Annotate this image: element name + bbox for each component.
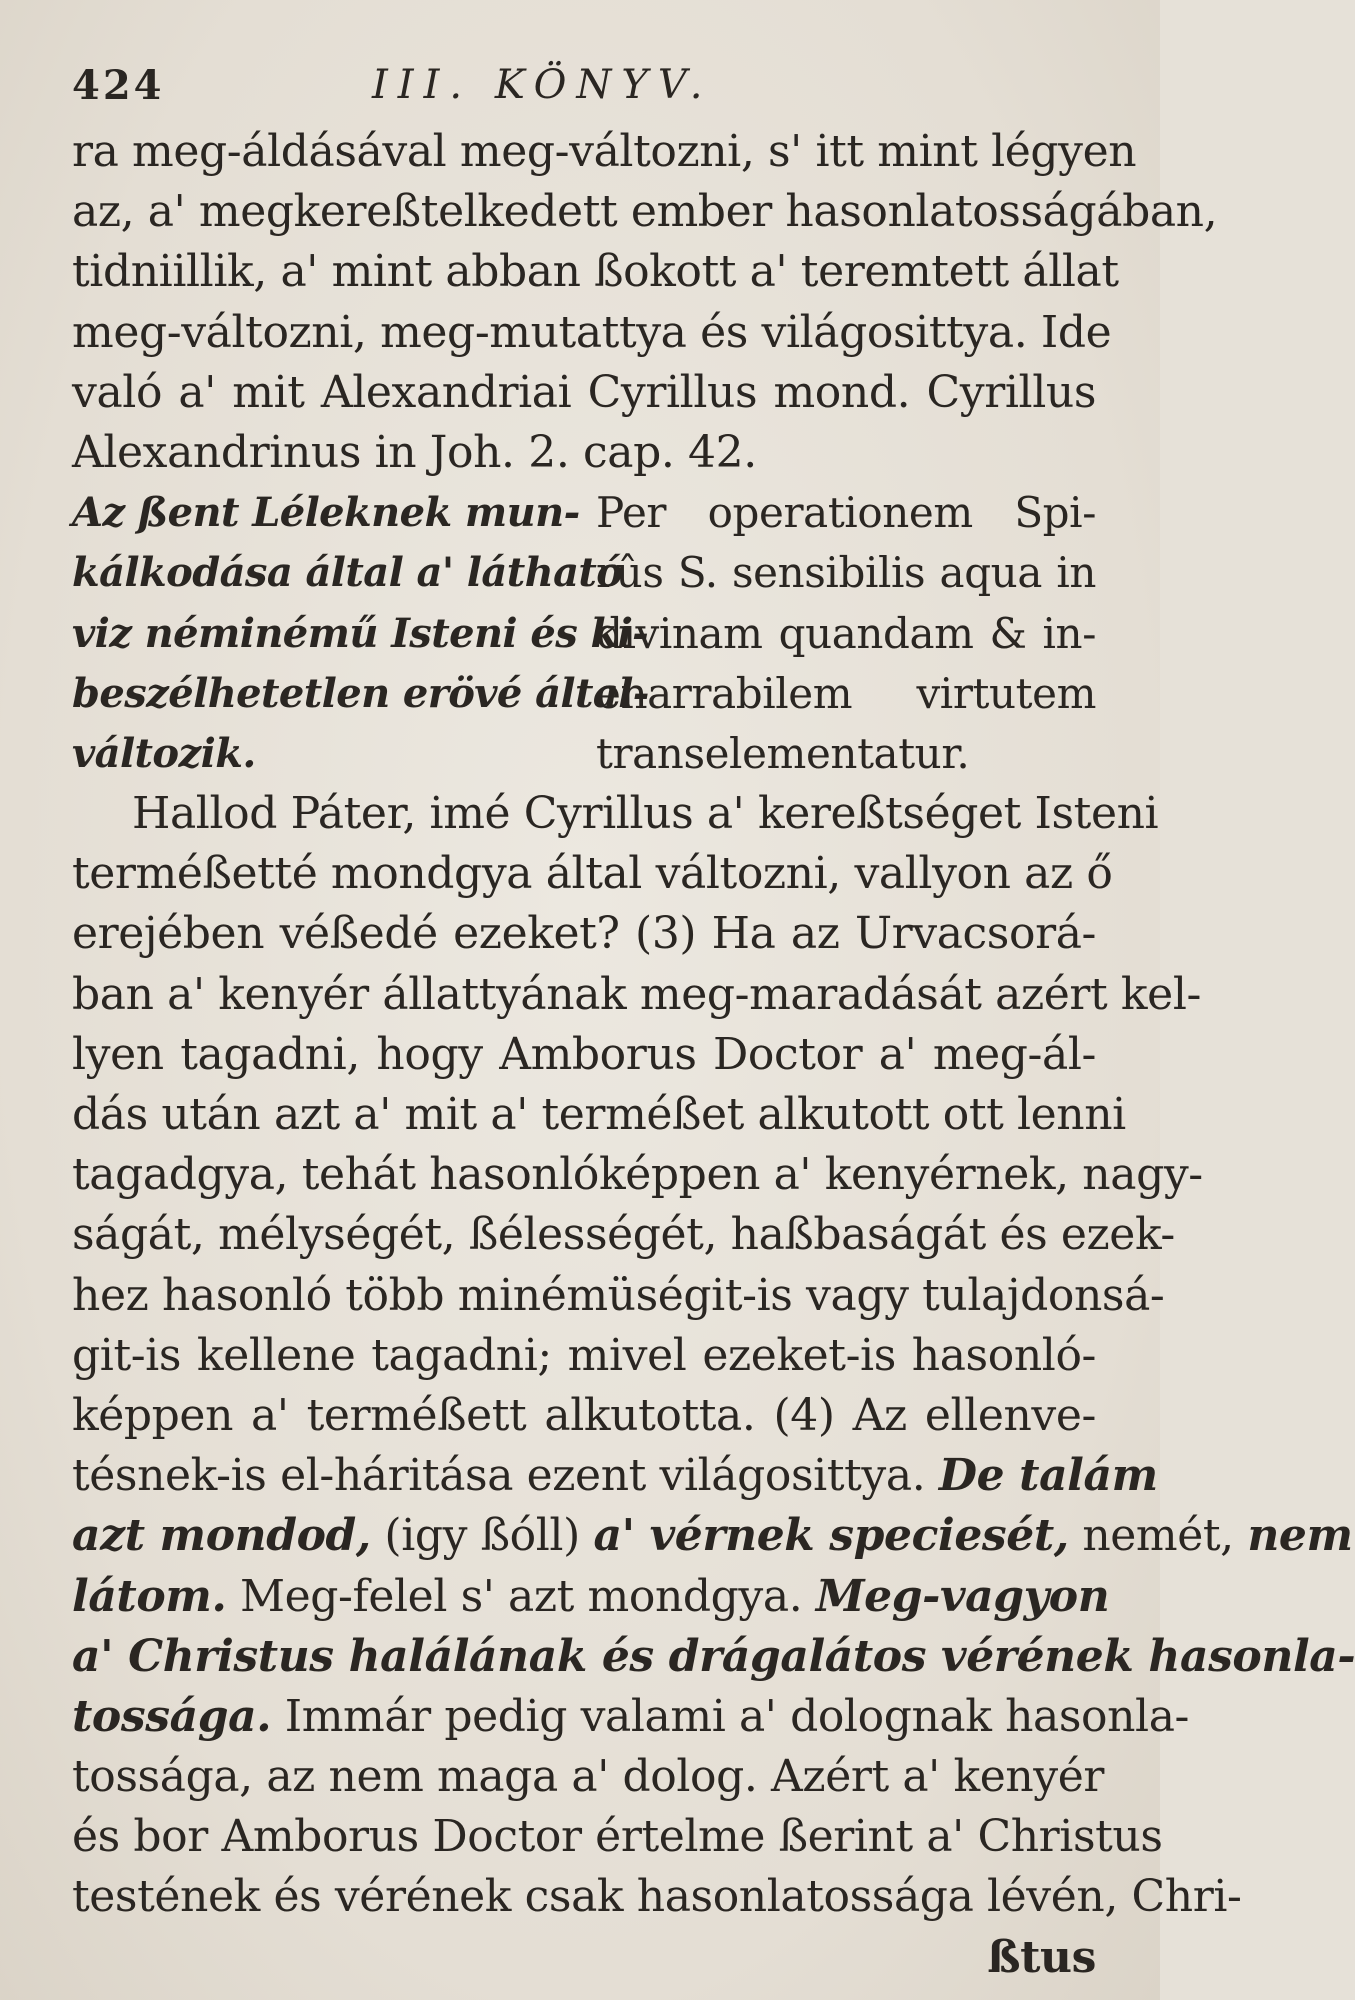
text-line: való a' mit Alexandriai Cyrillus mond. Cyrillus <box>72 366 1096 418</box>
text-run: dás után azt a' mit a' terméßet alkutott ott lenni <box>72 1089 1126 1140</box>
text-line <box>72 784 1159 844</box>
text-run: képpen a' terméßett alkutotta. (4) Az ellenve- <box>72 1389 1096 1441</box>
text-run: ságát, mélységét, ßélességét, haßbaságát és ezek- <box>72 1209 1175 1261</box>
text-run: lyen tagadni, hogy Amborus Doctor a' meg-ál- <box>72 1028 1096 1080</box>
quote-line: változik. <box>72 729 256 777</box>
top-paragraph <box>72 122 1218 483</box>
text-line <box>72 1807 1163 1867</box>
italic-run: a' Christus halálának és drágalátos vérének hasonla- <box>72 1630 1355 1682</box>
text-line <box>72 1205 1175 1265</box>
text-run: (igy ßóll) <box>370 1510 594 1562</box>
text-run: erejében véßedé ezeket? (3) Ha az Urvacsorá- <box>72 908 1096 960</box>
text-line <box>72 1085 1126 1145</box>
quote-line: rûs S. sensibilis aqua in <box>596 548 1096 598</box>
running-title: III. KÖNYV. <box>372 62 713 108</box>
quote-line: Per operationem Spi- <box>596 488 1096 538</box>
text-line <box>72 1627 1355 1687</box>
quote-line: transelementatur. <box>596 728 970 778</box>
italic-run: nem <box>1247 1510 1353 1562</box>
quote-line: divinam quandam & in- <box>596 608 1096 658</box>
text-line: ra meg-áldásával meg-változni, s' itt mint légyen <box>72 126 1137 177</box>
text-line <box>72 965 1201 1025</box>
text-line: meg-változni, meg-mutattya és világosittya. Ide <box>72 306 1112 358</box>
text-run: hez hasonló több minémüségit-is vagy tulajdonsá- <box>72 1269 1165 1321</box>
page-header <box>72 58 1096 122</box>
text-line <box>72 1747 1105 1807</box>
catchword: ßtus <box>987 1931 1096 1983</box>
text-run: tésnek-is el-háritása ezent világosittya. <box>72 1450 939 1502</box>
italic-run: azt mondod, <box>72 1510 371 1562</box>
text-line: az, a' megkereßtelkedett ember hasonlatosságában, <box>72 186 1218 238</box>
latin-quote <box>596 483 1096 784</box>
italic-run: látom. <box>72 1570 227 1622</box>
text-line <box>72 1567 1110 1627</box>
text-run: git-is kellene tagadni; mivel ezeket-is hasonló- <box>72 1329 1096 1381</box>
text-run: ban a' kenyér állattyának meg-maradását azért kel- <box>72 968 1201 1020</box>
text-line <box>72 904 1096 964</box>
quote-line: beszélhetetlen erövé által- <box>72 669 649 717</box>
text-line: Alexandrinus in Joh. 2. cap. 42. <box>72 426 757 478</box>
text-run: tagadgya, tehát hasonlóképpen a' kenyérnek, nagy- <box>72 1149 1203 1201</box>
text-line <box>72 1386 1096 1446</box>
text-line <box>72 1506 1353 1566</box>
italic-run: a' vérnek speciesét, <box>593 1510 1069 1562</box>
text-line <box>72 1266 1165 1326</box>
text-line: tidniillik, a' mint abban ßokott a' teremtett állat <box>72 246 1119 298</box>
text-line <box>72 1025 1096 1085</box>
text-line <box>72 1326 1096 1386</box>
quote-line: viz néminémű Isteni és ki- <box>72 609 649 657</box>
main-paragraph <box>72 784 1355 1988</box>
text-run: testének és vérének csak hasonlatossága lévén, Chri- <box>72 1871 1242 1923</box>
text-line <box>72 1446 1158 1506</box>
text-line <box>72 1867 1242 1927</box>
text-run: Meg-felel s' azt mondgya. <box>226 1570 816 1622</box>
text-run: Hallod Páter, imé Cyrillus a' kereßtséget Isteni <box>132 788 1159 840</box>
text-run: és bor Amborus Doctor értelme ßerint a' Christus <box>72 1811 1163 1863</box>
hungarian-quote <box>72 483 649 784</box>
quote-line: Az ßent Léleknek mun- <box>72 489 580 537</box>
text-run: tossága, az nem maga a' dolog. Azért a' kenyér <box>72 1751 1105 1803</box>
text-run: terméßetté mondgya által változni, vallyon az ő <box>72 848 1113 900</box>
italic-run: De talám <box>938 1450 1158 1502</box>
italic-run: tossága. <box>72 1690 272 1742</box>
text-line <box>72 1687 1190 1747</box>
quote-line: kálkodása által a' látható <box>72 549 623 597</box>
text-line <box>72 844 1113 904</box>
quote-line: enarrabilem virtutem <box>596 668 1096 718</box>
text-run: nemét, <box>1068 1510 1248 1562</box>
parallel-quote <box>72 483 1096 784</box>
page-number: 424 <box>72 62 165 109</box>
italic-run: Meg-vagyon <box>815 1570 1110 1622</box>
text-line <box>72 1145 1203 1205</box>
text-run: Immár pedig valami a' dolognak hasonla- <box>271 1690 1190 1742</box>
